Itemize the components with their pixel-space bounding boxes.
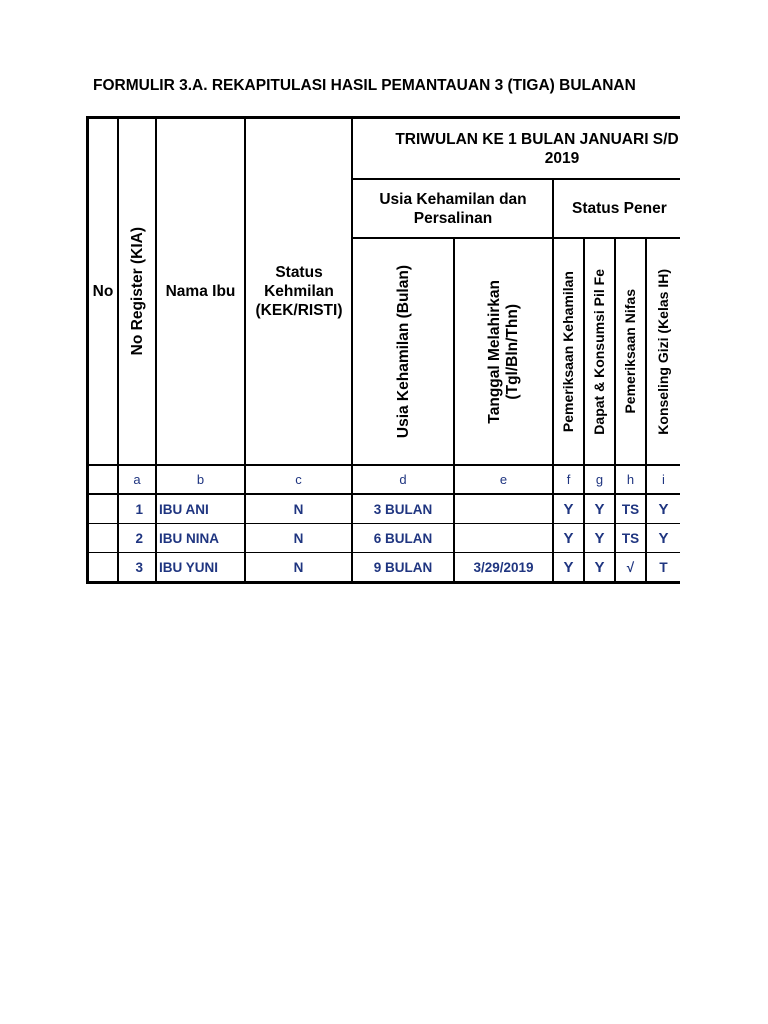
letter-g: g (595, 472, 604, 487)
header-no: No (92, 283, 114, 300)
row-usia: 6 BULAN (373, 530, 433, 546)
row-tanggal (455, 495, 552, 523)
row-g: Y (594, 500, 605, 518)
page-title: FORMULIR 3.A. REKAPITULASI HASIL PEMANTAUAN 3 (TIGA) BULANAN (93, 77, 636, 94)
header-col-i: Konseling Gizi (Kelas IH) (655, 268, 671, 435)
row-f: Y (563, 529, 574, 547)
row-no: 1 (135, 501, 143, 517)
header-status-kehamilan: Status Kehmilan (KEK/RISTI) (255, 264, 343, 319)
header-nama-ibu: Nama Ibu (165, 283, 236, 300)
header-col-g: Dapat & Konsumsi Pil Fe (591, 268, 607, 435)
row-g: Y (594, 558, 605, 576)
row-h: TS (621, 530, 640, 546)
row-i: Y (658, 500, 669, 518)
row-no: 2 (135, 530, 143, 546)
row-no: 3 (135, 559, 143, 575)
header-col-f: Pemeriksaan Kehamilan (560, 270, 576, 433)
header-triwulan: TRIWULAN KE 1 BULAN JANUARI S/D 2019 (395, 130, 679, 167)
header-status-group: Status Pener (572, 200, 667, 217)
row-g: Y (594, 529, 605, 547)
row-status: N (293, 559, 304, 575)
table-border-bottom (86, 581, 680, 584)
letter-f: f (566, 472, 571, 487)
row-usia: 3 BULAN (373, 501, 433, 517)
header-usia-group: Usia Kehamilan dan Persalinan (379, 190, 527, 227)
letter-a: a (133, 472, 141, 487)
row-status: N (293, 530, 304, 546)
row-tanggal (455, 524, 552, 552)
row-f: Y (563, 558, 574, 576)
header-col-h: Pemeriksaan Nifas (622, 289, 638, 414)
header-no-register: No Register (KIA) (128, 227, 146, 356)
letter-d: d (399, 472, 407, 487)
row-usia: 9 BULAN (373, 559, 433, 575)
letter-h: h (626, 472, 635, 487)
letter-b: b (196, 472, 205, 487)
row-i: Y (658, 529, 669, 547)
row-h: √ (626, 559, 635, 575)
letter-i: i (662, 472, 665, 487)
row-i: T (659, 559, 668, 575)
letter-e: e (499, 472, 508, 487)
header-col-e: Tanggal Melahirkan (Tgl/Bln/Thn) (485, 279, 521, 424)
row-tanggal: 3/29/2019 (473, 559, 534, 575)
row-nama: IBU NINA (159, 530, 219, 546)
header-col-d: Usia Kehamilan (Bulan) (395, 264, 412, 439)
row-nama: IBU ANI (159, 501, 209, 517)
row-status: N (293, 501, 304, 517)
row-nama: IBU YUNI (159, 559, 219, 575)
letter-c: c (295, 472, 302, 487)
row-f: Y (563, 500, 574, 518)
row-h: TS (621, 501, 640, 517)
